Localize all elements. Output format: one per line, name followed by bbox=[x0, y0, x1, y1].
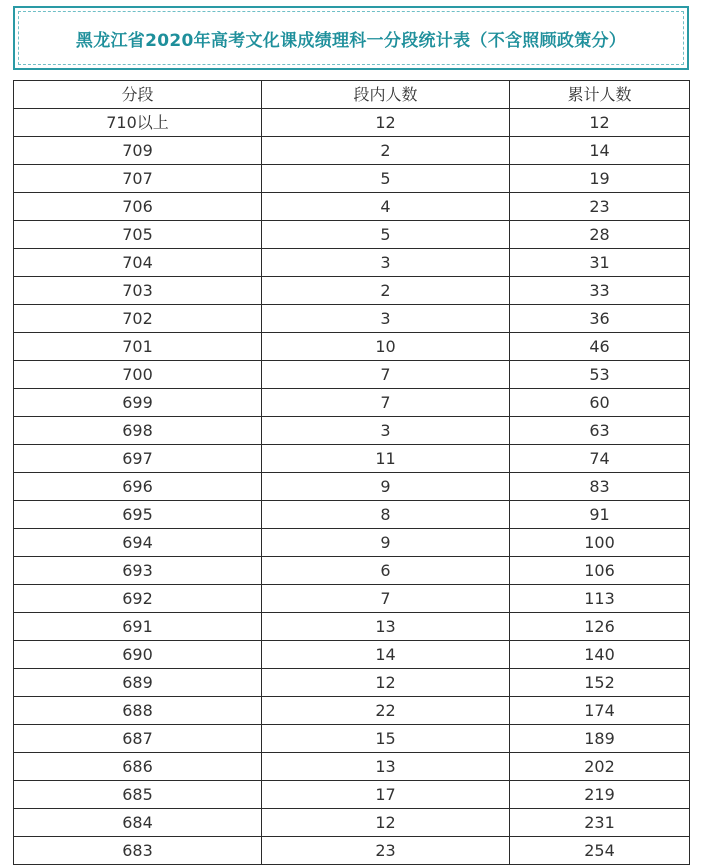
table-row bbox=[14, 389, 690, 417]
cell-count-in-band: 17 bbox=[262, 781, 510, 809]
cell-count-in-band: 7 bbox=[262, 389, 510, 417]
cell-count-in-band: 10 bbox=[262, 333, 510, 361]
cell-count-in-band: 3 bbox=[262, 305, 510, 333]
cell-cumulative-count: 33 bbox=[510, 277, 690, 305]
cell-cumulative-count: 19 bbox=[510, 165, 690, 193]
table-row bbox=[14, 753, 690, 781]
column-header-cumulative-count: 累计人数 bbox=[510, 81, 690, 109]
cell-count-in-band: 5 bbox=[262, 165, 510, 193]
cell-score-band: 683 bbox=[14, 837, 262, 865]
table-row bbox=[14, 697, 690, 725]
cell-score-band: 700 bbox=[14, 361, 262, 389]
cell-score-band: 692 bbox=[14, 585, 262, 613]
cell-count-in-band: 2 bbox=[262, 137, 510, 165]
cell-cumulative-count: 254 bbox=[510, 837, 690, 865]
cell-score-band: 695 bbox=[14, 501, 262, 529]
table-row bbox=[14, 193, 690, 221]
cell-score-band: 696 bbox=[14, 473, 262, 501]
cell-cumulative-count: 60 bbox=[510, 389, 690, 417]
cell-score-band: 685 bbox=[14, 781, 262, 809]
cell-cumulative-count: 31 bbox=[510, 249, 690, 277]
cell-count-in-band: 11 bbox=[262, 445, 510, 473]
table-row bbox=[14, 501, 690, 529]
cell-score-band: 688 bbox=[14, 697, 262, 725]
cell-count-in-band: 12 bbox=[262, 109, 510, 137]
cell-count-in-band: 12 bbox=[262, 669, 510, 697]
cell-cumulative-count: 126 bbox=[510, 613, 690, 641]
table-row bbox=[14, 809, 690, 837]
cell-count-in-band: 23 bbox=[262, 837, 510, 865]
cell-score-band: 705 bbox=[14, 221, 262, 249]
cell-cumulative-count: 12 bbox=[510, 109, 690, 137]
cell-score-band: 697 bbox=[14, 445, 262, 473]
table-row bbox=[14, 137, 690, 165]
table-row bbox=[14, 445, 690, 473]
table-row bbox=[14, 725, 690, 753]
table-row bbox=[14, 781, 690, 809]
table-row bbox=[14, 277, 690, 305]
cell-cumulative-count: 202 bbox=[510, 753, 690, 781]
cell-count-in-band: 13 bbox=[262, 613, 510, 641]
table-row bbox=[14, 585, 690, 613]
column-header-score-band: 分段 bbox=[14, 81, 262, 109]
cell-cumulative-count: 219 bbox=[510, 781, 690, 809]
cell-count-in-band: 12 bbox=[262, 809, 510, 837]
title-banner bbox=[13, 6, 689, 70]
cell-score-band: 699 bbox=[14, 389, 262, 417]
cell-count-in-band: 22 bbox=[262, 697, 510, 725]
table-row bbox=[14, 109, 690, 137]
cell-count-in-band: 13 bbox=[262, 753, 510, 781]
cell-score-band: 693 bbox=[14, 557, 262, 585]
table-row bbox=[14, 529, 690, 557]
cell-cumulative-count: 28 bbox=[510, 221, 690, 249]
cell-score-band: 702 bbox=[14, 305, 262, 333]
table-row bbox=[14, 473, 690, 501]
table-row bbox=[14, 165, 690, 193]
cell-count-in-band: 15 bbox=[262, 725, 510, 753]
cell-cumulative-count: 14 bbox=[510, 137, 690, 165]
table-row bbox=[14, 249, 690, 277]
cell-count-in-band: 14 bbox=[262, 641, 510, 669]
cell-count-in-band: 5 bbox=[262, 221, 510, 249]
cell-score-band: 687 bbox=[14, 725, 262, 753]
page-title: 黑龙江省2020年高考文化课成绩理科一分段统计表（不含照顾政策分） bbox=[75, 30, 627, 51]
cell-count-in-band: 8 bbox=[262, 501, 510, 529]
cell-count-in-band: 7 bbox=[262, 585, 510, 613]
cell-score-band: 704 bbox=[14, 249, 262, 277]
cell-cumulative-count: 231 bbox=[510, 809, 690, 837]
table-row bbox=[14, 305, 690, 333]
cell-cumulative-count: 91 bbox=[510, 501, 690, 529]
cell-cumulative-count: 63 bbox=[510, 417, 690, 445]
table-row bbox=[14, 613, 690, 641]
table-row bbox=[14, 417, 690, 445]
cell-score-band: 698 bbox=[14, 417, 262, 445]
cell-cumulative-count: 189 bbox=[510, 725, 690, 753]
cell-count-in-band: 9 bbox=[262, 529, 510, 557]
cell-count-in-band: 7 bbox=[262, 361, 510, 389]
cell-cumulative-count: 36 bbox=[510, 305, 690, 333]
table-row bbox=[14, 361, 690, 389]
cell-count-in-band: 4 bbox=[262, 193, 510, 221]
table-row bbox=[14, 221, 690, 249]
table-body bbox=[14, 109, 690, 865]
cell-count-in-band: 3 bbox=[262, 249, 510, 277]
table-row bbox=[14, 837, 690, 865]
cell-score-band: 686 bbox=[14, 753, 262, 781]
cell-score-band: 707 bbox=[14, 165, 262, 193]
table-row bbox=[14, 641, 690, 669]
table-row bbox=[14, 669, 690, 697]
cell-score-band: 703 bbox=[14, 277, 262, 305]
cell-count-in-band: 9 bbox=[262, 473, 510, 501]
table-row bbox=[14, 333, 690, 361]
score-distribution-table bbox=[13, 80, 690, 865]
cell-score-band: 690 bbox=[14, 641, 262, 669]
cell-cumulative-count: 140 bbox=[510, 641, 690, 669]
cell-score-band: 701 bbox=[14, 333, 262, 361]
cell-cumulative-count: 152 bbox=[510, 669, 690, 697]
cell-count-in-band: 2 bbox=[262, 277, 510, 305]
cell-cumulative-count: 53 bbox=[510, 361, 690, 389]
cell-score-band: 691 bbox=[14, 613, 262, 641]
cell-count-in-band: 6 bbox=[262, 557, 510, 585]
table-header-row bbox=[14, 81, 690, 109]
cell-score-band: 706 bbox=[14, 193, 262, 221]
cell-cumulative-count: 46 bbox=[510, 333, 690, 361]
cell-cumulative-count: 23 bbox=[510, 193, 690, 221]
cell-cumulative-count: 83 bbox=[510, 473, 690, 501]
column-header-count-in-band: 段内人数 bbox=[262, 81, 510, 109]
table-row bbox=[14, 557, 690, 585]
cell-score-band: 709 bbox=[14, 137, 262, 165]
cell-cumulative-count: 113 bbox=[510, 585, 690, 613]
cell-cumulative-count: 100 bbox=[510, 529, 690, 557]
cell-score-band: 694 bbox=[14, 529, 262, 557]
cell-score-band: 710以上 bbox=[14, 109, 262, 137]
cell-score-band: 689 bbox=[14, 669, 262, 697]
cell-cumulative-count: 174 bbox=[510, 697, 690, 725]
cell-score-band: 684 bbox=[14, 809, 262, 837]
cell-count-in-band: 3 bbox=[262, 417, 510, 445]
cell-cumulative-count: 74 bbox=[510, 445, 690, 473]
cell-cumulative-count: 106 bbox=[510, 557, 690, 585]
